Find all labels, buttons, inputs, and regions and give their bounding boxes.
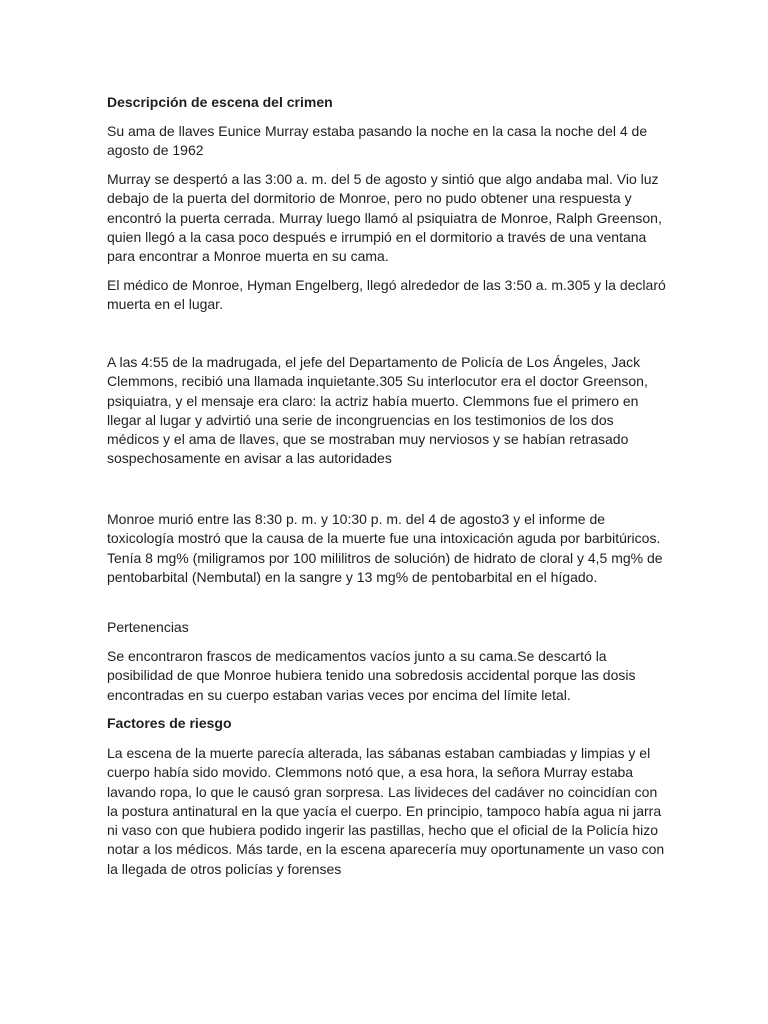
heading-belongings: Pertenencias	[107, 619, 189, 635]
paragraph-toxicology: Monroe murió entre las 8:30 p. m. y 10:30 p. m. del 4 de agosto3 y el informe de toxicología mostró que la causa de la muerte fue una intoxicación aguda por barbitúricos. Tenía 8 mg% (miligramos por 100 mililitros de solución) de hidrato de cloral y 4,5 mg% de pentobarbital (Nembutal) en la sangre y 13 mg% de pentobarbital en el hígado.	[107, 511, 663, 585]
paragraph-altered-scene: La escena de la muerte parecía alterada, las sábanas estaban cambiadas y limpias y el cuerpo había sido movido. Clemmons notó que, a esa hora, la señora Murray estaba lavando ropa, lo que le causó gran sorpresa. Las livideces del cadáver no coincidían con la postura antinatural en la que yacía el cuerpo. En principio, tampoco había agua ni jarra ni vaso con que hubiera podido ingerir las pastillas, hecho que el oficial de la Policía hizo notar a los médicos. Más tarde, en la escena aparecería muy oportunamente un vaso con la llegada de otros policías y forenses	[107, 745, 665, 877]
paragraph-engelberg: El médico de Monroe, Hyman Engelberg, llegó alrededor de las 3:50 a. m.305 y la declaró muerta en el lugar.	[107, 277, 666, 313]
heading-risk-factors: Factores de riesgo	[107, 715, 232, 731]
paragraph-murray-woke: Murray se despertó a las 3:00 a. m. del 5 de agosto y sintió que algo andaba mal. Vio luz debajo de la puerta del dormitorio de Monroe, pero no pudo obtener una respuesta y encontró la puerta cerrada. Murray luego llamó al psiquiatra de Monroe, Ralph Greenson, quien llegó a la casa poco después e irrumpió en el dormitorio a través de una ventana para encontrar a Monroe muerta en su cama.	[107, 171, 662, 265]
heading-crime-scene: Descripción de escena del crimen	[107, 94, 333, 110]
paragraph-medicine-bottles: Se encontraron frascos de medicamentos vacíos junto a su cama.Se descartó la posibilidad de que Monroe hubiera tenido una sobredosis accidental porque las dosis encontradas en su cuerpo estaban varias veces por encima del límite letal.	[107, 648, 636, 703]
paragraph-housekeeper: Su ama de llaves Eunice Murray estaba pasando la noche en la casa la noche del 4 de agosto de 1962	[107, 123, 648, 159]
paragraph-clemmons-call: A las 4:55 de la madrugada, el jefe del Departamento de Policía de Los Ángeles, Jack Clemmons, recibió una llamada inquietante.305 Su interlocutor era el doctor Greenson, psiquiatra, y el mensaje era claro: la actriz había muerto. Clemmons fue el primero en llegar al lugar y advirtió una serie de incongruencias en los testimonios de los dos médicos y el ama de llaves, que se mostraban muy nerviosos y se habían retrasado sospechosamente en avisar a las autoridades	[107, 354, 648, 467]
